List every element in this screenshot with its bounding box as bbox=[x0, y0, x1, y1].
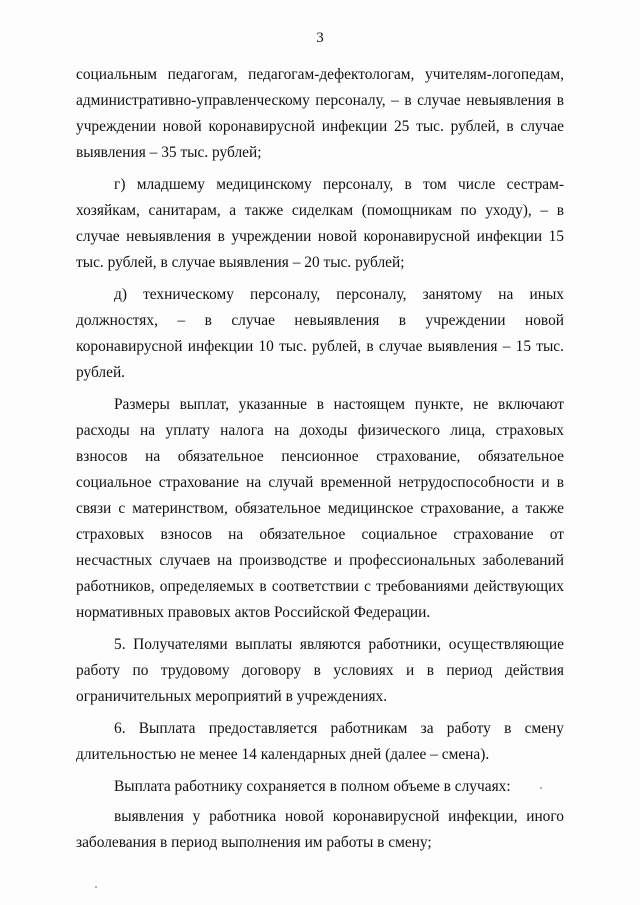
document-body bbox=[76, 62, 564, 862]
paragraph-continuation: социальным педагогам, педагогам-дефектологам, учителям-логопедам, административно-управленческому персоналу, – в случае невыявления в учреждении новой коронавирусной инфекции 25 тыс. рублей, в случае выявления – 35 тыс. рублей; bbox=[76, 66, 564, 161]
scan-speck bbox=[540, 787, 542, 789]
paragraph-illness-case: выявления у работника новой коронавирусной инфекции, иного заболевания в период выполнения им работы в смену; bbox=[76, 808, 564, 851]
paragraph-item-g: г) младшему медицинскому персоналу, в том числе сестрам-хозяйкам, санитарам, а также сиделкам (помощникам по уходу), – в случае невыявления в учреждении новой коронавирусной инфекции 15 тыс. рублей, в случае выявления – 20 тыс. рублей; bbox=[76, 176, 564, 271]
scan-speck bbox=[95, 886, 97, 888]
paragraph-payment-retained: Выплата работнику сохраняется в полном объеме в случаях: bbox=[114, 778, 511, 795]
paragraph-clause-5: 5. Получателями выплаты являются работники, осуществляющие работу по трудовому договору в условиях и в период действия ограничительных мероприятий в учреждениях. bbox=[76, 636, 564, 705]
page-number: 3 bbox=[316, 30, 324, 46]
paragraph-clause-6: 6. Выплата предоставляется работникам за работу в смену длительностью не менее 14 календарных дней (далее – смена). bbox=[76, 720, 564, 763]
paragraph-item-d: д) техническому персоналу, персоналу, занятому на иных должностях, – в случае невыявления в учреждении новой коронавирусной инфекции 10 тыс. рублей, в случае выявления – 15 тыс. рублей. bbox=[76, 286, 564, 381]
paragraph-payment-sizes: Размеры выплат, указанные в настоящем пункте, не включают расходы на уплату налога на доходы физического лица, страховых взносов на обязательное пенсионное страхование, обязательное социальное страхование на случай временной нетрудоспособности и в связи с материнством, обязательное медицинское страхование, а также страховых взносов на обязательное социальное страхование от несчастных случаев на производстве и профессиональных заболеваний работников, определяемых в соответствии с требованиями действующих нормативных правовых актов Российской Федерации. bbox=[76, 396, 564, 621]
